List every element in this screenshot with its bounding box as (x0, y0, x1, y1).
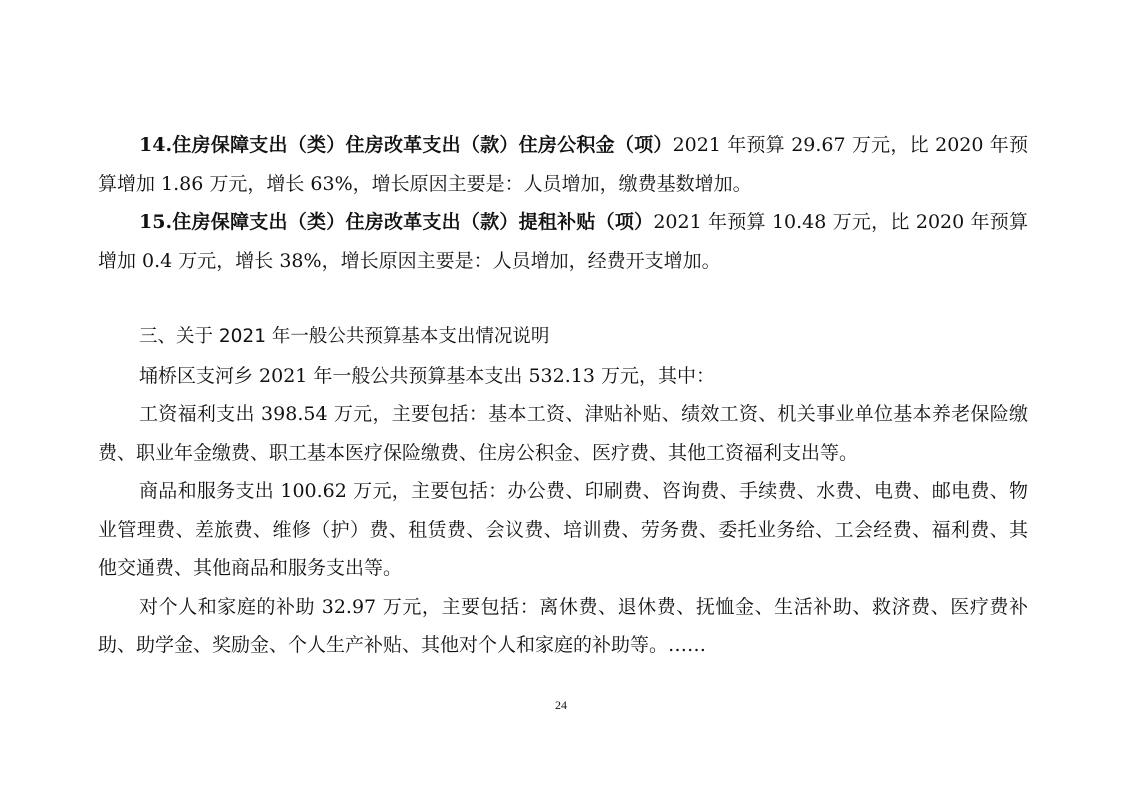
item-14-title: 14.住房保障支出（类）住房改革支出（款）住房公积金（项） (139, 134, 673, 156)
item-15-body: 2021 年预算 10.48 万元，比 2020 年预算增加 0.4 万元，增长 38%，增长原因主要是：人员增加，经费开支增加。 (98, 211, 1028, 272)
paragraph-goods-services: 商品和服务支出 100.62 万元，主要包括：办公费、印刷费、咨询费、手续费、水费、电费、邮电费、物业管理费、差旅费、维修（护）费、租赁费、会议费、培训费、劳务费、委托业务给、工会经费、福利费、其他交通费、其他商品和服务支出等。 (98, 480, 1028, 579)
paragraph-gap (98, 280, 1028, 318)
page-content (98, 126, 1028, 665)
section-intro: 埇桥区支河乡 2021 年一般公共预算基本支出 532.13 万元，其中： (139, 364, 715, 387)
item-15-title: 15.住房保障支出（类）住房改革支出（款）提租补贴（项） (139, 211, 654, 233)
paragraph-item-15 (98, 203, 1028, 280)
item-14-body: 2021 年预算 29.67 万元，比 2020 年预算增加 1.86 万元，增长 63%，增长原因主要是：人员增加，缴费基数增加。 (98, 134, 1028, 195)
paragraph-family-subsidy: 对个人和家庭的补助 32.97 万元，主要包括：离休费、退休费、抚恤金、生活补助、救济费、医疗费补助、助学金、奖励金、个人生产补贴、其他对个人和家庭的补助等。…… (98, 595, 1028, 656)
section-heading: 三、关于 2021 年一般公共预算基本支出情况说明 (139, 326, 550, 347)
page-number: 24 (555, 698, 567, 712)
paragraph-salary: 工资福利支出 398.54 万元，主要包括：基本工资、津贴补贴、绩效工资、机关事业单位基本养老保险缴费、职业年金缴费、职工基本医疗保险缴费、住房公积金、医疗费、其他工资福利支出等。 (98, 403, 1028, 464)
paragraph-item-14 (98, 126, 1028, 203)
